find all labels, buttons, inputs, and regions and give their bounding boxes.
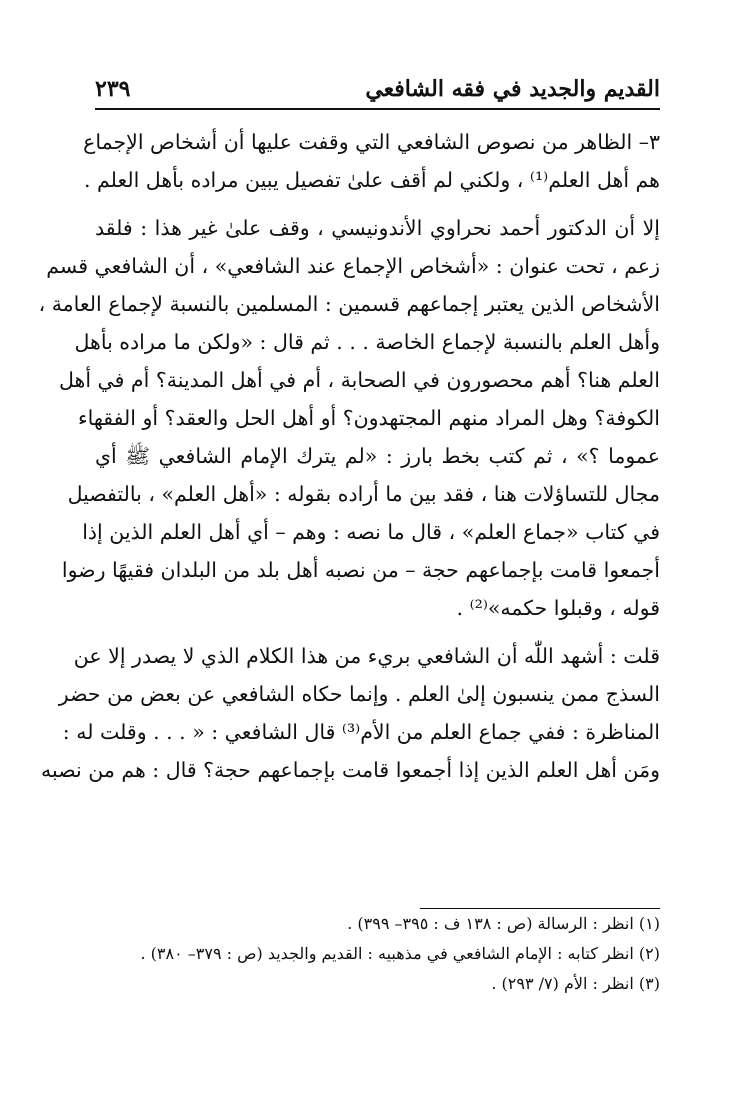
footnote-2: (٢) انظر كتابه : الإمام الشافعي في مذهبيه : القديم والجديد (ص : ٣٧٩– ٣٨٠) .: [140, 944, 660, 963]
body-line: ٣– الظاهر من نصوص الشافعي التي وقفت عليها أن أشخاص الإجماع: [83, 130, 660, 154]
body-line: مجال للتساؤلات هنا ، فقد بين ما أراده بقوله : «أهل العلم» ، بالتفصيل: [67, 482, 660, 506]
body-line: العلم هنا؟ أهم محصورون في الصحابة ، أم في أهل المدينة؟ أم في أهل: [58, 368, 660, 392]
body-line: هم أهل العلم⁽¹⁾ ، ولكني لم أقف علىٰ تفصيل يبين مراده بأهل العلم .: [84, 168, 660, 192]
body-line: الأشخاص الذين يعتبر إجماعهم قسمين : المسلمين بالنسبة لإجماع العامة ،: [38, 292, 660, 316]
body-line: قلت : أشهد اللّٰه أن الشافعي بريء من هذا الكلام الذي لا يصدر إلا عن: [73, 644, 660, 668]
body-line: في كتاب «جماع العلم» ، قال ما نصه : وهم – أي أهل العلم الذين إذا: [82, 520, 660, 544]
body-line: المناظرة : ففي جماع العلم من الأم⁽³⁾ قال الشافعي : « . . . وقلت له :: [62, 720, 660, 744]
footnote-3: (٣) انظر : الأم (٧/ ٢٩٣) .: [491, 974, 660, 993]
body-text: [38, 123, 660, 789]
body-line: وأهل العلم بالنسبة لإجماع الخاصة . . . ثم قال : «ولكن ما مراده بأهل: [74, 330, 660, 354]
footnote-1: (١) انظر : الرسالة (ص : ١٣٨ ف : ٣٩٥– ٣٩٩) .: [347, 914, 660, 933]
page-number: ٢٣٩: [95, 76, 131, 102]
body-line: إلا أن الدكتور أحمد نحراوي الأندونيسي ، وقف علىٰ غير هذا : فلقد: [95, 216, 660, 240]
body-line: أجمعوا قامت بإجماعهم حجة – من نصبه أهل بلد من البلدان فقيهًا رضوا: [61, 558, 660, 582]
page-header: [95, 62, 660, 110]
footnotes: [95, 908, 660, 999]
body-line: قوله ، وقبلوا حكمه»⁽²⁾ .: [456, 596, 660, 620]
body-line: ومَن أهل العلم الذين إذا أجمعوا قامت بإجماعهم حجة؟ قال : هم من نصبه: [41, 758, 660, 782]
body-line: الكوفة؟ وهل المراد منهم المجتهدون؟ أو أهل الحل والعقد؟ أو الفقهاء: [77, 406, 660, 430]
body-line: زعم ، تحت عنوان : «أشخاص الإجماع عند الشافعي» ، أن الشافعي قسم: [46, 254, 660, 278]
body-line: عموما ؟» ، ثم كتب بخط بارز : «لم يترك الإمام الشافعي ﷺ أي: [95, 444, 660, 468]
running-title: القديم والجديد في فقه الشافعي: [365, 76, 660, 102]
body-line: السذج ممن ينسبون إلىٰ العلم . وإنما حكاه الشافعي عن بعض من حضر: [58, 682, 660, 706]
